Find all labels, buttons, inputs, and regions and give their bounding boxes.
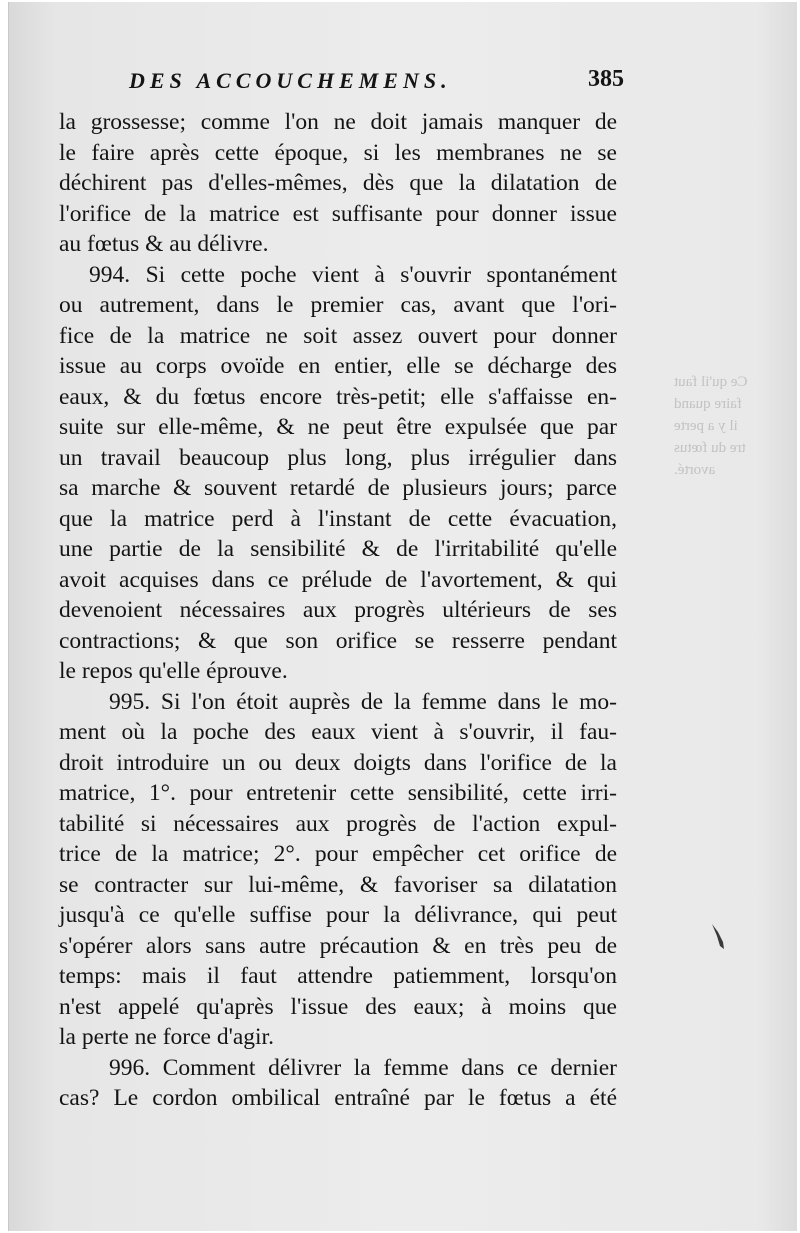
text-line: le repos qu'elle éprouve. bbox=[59, 658, 288, 684]
text-line: ou autrement, dans le premier cas, avant que l'ori- bbox=[59, 292, 617, 318]
bleed-line: tre du fœtus bbox=[674, 440, 746, 456]
text-line: issue au corps ovoïde en entier, elle se décharge des bbox=[59, 353, 617, 379]
text-line: une partie de la sensibilité & de l'irritabilité qu'elle bbox=[59, 536, 617, 562]
ink-mark-icon bbox=[709, 922, 727, 950]
text-line: 995. Si l'on étoit auprès de la femme dans le mo- bbox=[109, 688, 617, 715]
bleed-line: Ce qu'il faut bbox=[674, 374, 748, 390]
text-line: au fœtus & au délivre. bbox=[59, 231, 269, 257]
text-line: la perte ne force d'agir. bbox=[59, 1024, 274, 1050]
text-line: déchirent pas d'elles-mêmes, dès que la dilatation de bbox=[59, 170, 617, 196]
text-line: le faire après cette époque, si les membranes ne se bbox=[59, 139, 617, 166]
text-line: cas? Le cordon ombilical entraîné par le fœtus a été bbox=[59, 1085, 617, 1111]
text-line: 994. Si cette poche vient à s'ouvrir spontanément bbox=[89, 261, 617, 288]
bleed-line: il y a perte bbox=[674, 418, 738, 434]
text-line: jusqu'à ce qu'elle suffise pour la délivrance, qui peut bbox=[59, 902, 617, 928]
text-line: que la matrice perd à l'instant de cette évacuation, bbox=[59, 505, 617, 532]
text-line: suite sur elle-même, & ne peut être expulsée que par bbox=[59, 414, 617, 440]
text-line: fice de la matrice ne soit assez ouvert pour donner bbox=[59, 322, 617, 349]
bleed-line: faire quand bbox=[674, 396, 742, 412]
text-line: s'opérer alors sans autre précaution & en très peu de bbox=[59, 932, 617, 959]
text-line: avoit acquises dans ce prélude de l'avortement, & qui bbox=[59, 566, 617, 593]
text-line: ment où la poche des eaux vient à s'ouvrir, il fau- bbox=[59, 719, 617, 745]
text-line: tabilité si nécessaires aux progrès de l'action expul- bbox=[59, 810, 617, 837]
text-line: un travail beaucoup plus long, plus irrégulier dans bbox=[59, 444, 617, 471]
bleed-line: avorté. bbox=[674, 462, 716, 478]
text-line: trice de la matrice; 2°. pour empêcher cet orifice de bbox=[59, 841, 617, 867]
text-line: droit introduire un ou deux doigts dans l'orifice de la bbox=[59, 749, 617, 776]
running-title: DES ACCOUCHEMENS. bbox=[129, 68, 452, 93]
text-line: contractions; & que son orifice se resserre pendant bbox=[59, 627, 617, 654]
text-line: devenoient nécessaires aux progrès ultérieurs de ses bbox=[59, 597, 617, 623]
text-line: matrice, 1°. pour entretenir cette sensibilité, cette irri- bbox=[59, 780, 617, 806]
page-number: 385 bbox=[588, 66, 624, 92]
text-line: se contracter sur lui-même, & favoriser sa dilatation bbox=[59, 871, 617, 898]
text-line: l'orifice de la matrice est suffisante pour donner issue bbox=[59, 200, 617, 227]
book-page bbox=[8, 2, 797, 1231]
text-line: eaux, & du fœtus encore très-petit; elle s'affaisse en- bbox=[59, 383, 617, 410]
text-line: 996. Comment délivrer la femme dans ce dernier bbox=[109, 1054, 617, 1081]
text-line: n'est appelé qu'après l'issue des eaux; à moins que bbox=[59, 993, 617, 1020]
text-line: temps: mais il faut attendre patiemment, lorsqu'on bbox=[59, 963, 617, 989]
text-line: la grossesse; comme l'on ne doit jamais manquer de bbox=[59, 109, 617, 135]
text-line: sa marche & souvent retardé de plusieurs jours; parce bbox=[59, 475, 617, 501]
page-header bbox=[129, 68, 624, 102]
